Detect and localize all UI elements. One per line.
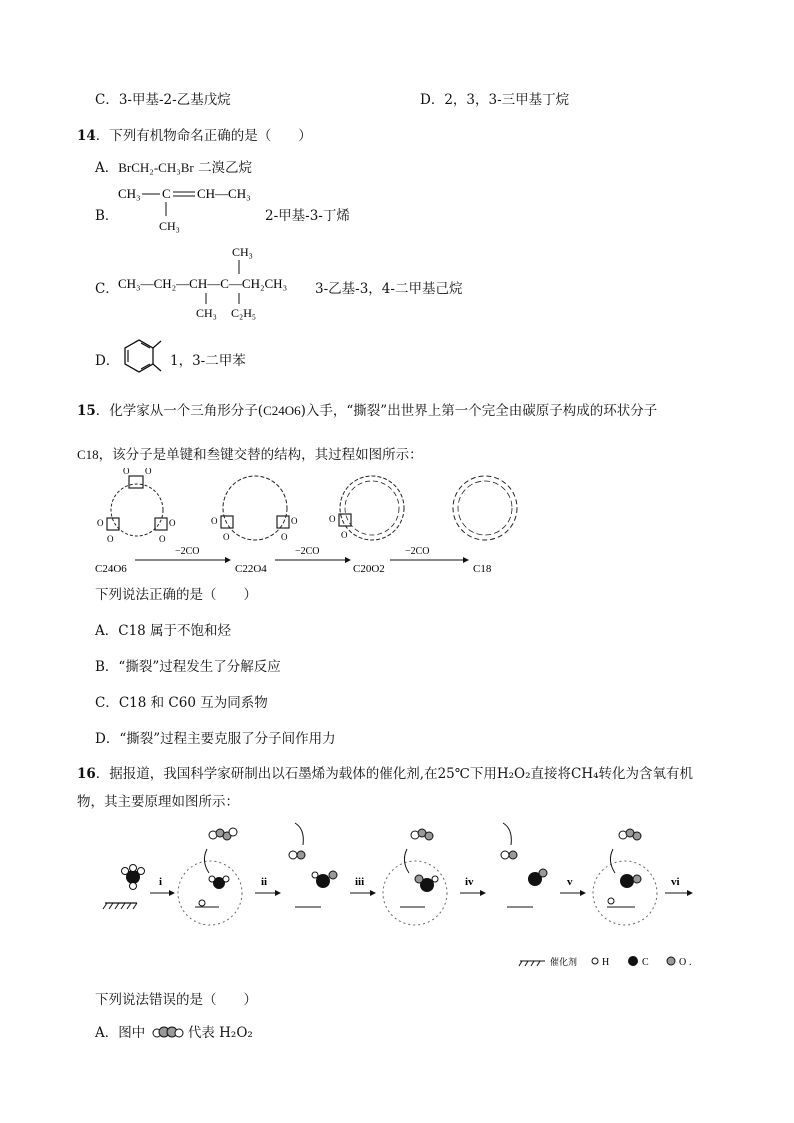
q15-option-c: C．C18 和 C60 互为同系物 bbox=[95, 695, 268, 711]
q14-option-c-label: C． bbox=[95, 281, 119, 297]
oxygen-atom-icon bbox=[667, 957, 675, 965]
svg-text:O: O bbox=[291, 516, 298, 526]
step-label-c22o4: C22O4 bbox=[235, 563, 267, 575]
q14-option-b-label: B． bbox=[95, 208, 119, 224]
q16-stem-line1 bbox=[77, 762, 693, 782]
q15-option-a: A．C18 属于不饱和烃 bbox=[95, 623, 232, 639]
q15-stem-line1 bbox=[77, 399, 657, 419]
molecule-c18 bbox=[453, 476, 517, 540]
q14-option-b-name: 2-甲基-3-丁烯 bbox=[265, 208, 350, 224]
q14-option-a-label: A． bbox=[95, 160, 119, 176]
q14-option-d-name: 1，3-二甲苯 bbox=[170, 353, 246, 369]
q14-number: 14 bbox=[77, 128, 96, 144]
molecule-c24o6 bbox=[97, 468, 176, 544]
stage-0 bbox=[103, 865, 145, 910]
q16-option-a-suffix: 代表 H₂O₂ bbox=[187, 1025, 253, 1041]
svg-text:O: O bbox=[123, 468, 130, 476]
q14-option-c-structure bbox=[115, 242, 315, 322]
q15-stem-line2-text: ，该分子是单键和叁键交替的结构，其过程如图所示： bbox=[98, 447, 423, 463]
legend-h: H bbox=[602, 957, 610, 968]
q14-b-ch3-left: CH₃ bbox=[118, 186, 141, 201]
q15-sub-stem: 下列说法正确的是（ ） bbox=[95, 587, 257, 603]
q15-reaction-diagram bbox=[95, 468, 525, 578]
q15-formula-c24o6: C24O6 bbox=[263, 403, 301, 418]
q16-mechanism-diagram bbox=[95, 815, 735, 980]
q15-option-d: D．“撕裂”过程主要克服了分子间作用力 bbox=[95, 731, 336, 747]
q16-option-a bbox=[95, 1021, 253, 1041]
q14-c-sub-c2h5: C₂H₅ bbox=[231, 306, 257, 320]
step-v: v bbox=[567, 876, 573, 888]
q14-option-d-label: D． bbox=[95, 353, 120, 369]
q14-b-ch3-bottom: CH₃ bbox=[159, 219, 180, 233]
q14-option-c-name: 3-乙基-3，4-二甲基己烷 bbox=[315, 281, 463, 297]
q14-option-a-name: 二溴乙烷 bbox=[198, 160, 253, 176]
q14-option-a-formula: BrCH₂-CH₃Br bbox=[118, 160, 194, 175]
svg-text:O: O bbox=[329, 514, 336, 524]
carbon-atom-icon bbox=[628, 956, 638, 966]
svg-text:O: O bbox=[211, 516, 218, 526]
arrow-label-3: −2CO bbox=[405, 546, 430, 557]
arrow-label-2: −2CO bbox=[295, 546, 320, 557]
svg-text:O: O bbox=[159, 534, 166, 544]
stage-5 bbox=[593, 829, 657, 925]
molecule-c20o2 bbox=[329, 476, 404, 540]
q13-option-c: C．3-甲基-2-乙基戊烷 bbox=[95, 92, 231, 108]
stage-3 bbox=[383, 829, 447, 925]
q16-option-a-prefix: A．图中 bbox=[95, 1025, 146, 1041]
svg-text:O: O bbox=[145, 468, 152, 476]
step-label-c18: C18 bbox=[473, 563, 492, 575]
stage-1 bbox=[178, 828, 242, 925]
benzene-ring-icon bbox=[115, 328, 165, 384]
step-label-c24o6: C24O6 bbox=[95, 563, 127, 575]
svg-text:O: O bbox=[281, 532, 288, 542]
q14-c-main-chain: CH₃—CH₂—CH—C—CH₂CH₃ bbox=[118, 276, 288, 291]
q15-stem-part1: ．化学家从一个三角形分子( bbox=[95, 403, 264, 419]
molecule-c22o4 bbox=[211, 476, 298, 542]
step-iii: iii bbox=[355, 876, 365, 888]
svg-text:O: O bbox=[169, 518, 176, 528]
legend-c: C bbox=[642, 957, 649, 968]
q14-b-right: CH—CH₃ bbox=[197, 186, 251, 201]
q14-c-sub-ch3: CH₃ bbox=[196, 306, 217, 320]
q14-option-a bbox=[95, 156, 252, 176]
q16-number: 16 bbox=[77, 766, 96, 782]
step-iv: iv bbox=[465, 876, 474, 888]
hydrogen-atom-icon bbox=[592, 958, 598, 964]
svg-text:O: O bbox=[97, 518, 104, 528]
q14-stem-text: ．下列有机物命名正确的是（ ） bbox=[95, 128, 312, 144]
stage-4 bbox=[501, 823, 547, 907]
q16-sub-stem: 下列说法错误的是（ ） bbox=[95, 992, 257, 1008]
svg-text:.: . bbox=[689, 957, 692, 968]
q14-option-b-structure bbox=[115, 180, 265, 236]
q14-c-top-ch3: CH₃ bbox=[232, 245, 253, 259]
legend-catalyst: 催化剂 bbox=[550, 957, 578, 967]
svg-text:O: O bbox=[223, 532, 230, 542]
q15-stem-part2: )入手，“撕裂”出世界上第一个完全由碳原子构成的环状分子 bbox=[300, 403, 658, 419]
q15-option-b: B．“撕裂”过程发生了分解反应 bbox=[95, 659, 281, 675]
step-ii: ii bbox=[261, 876, 268, 888]
q15-formula-c18: C18 bbox=[77, 447, 99, 462]
q16-stem-text-1: ．据报道，我国科学家研制出以石墨烯为载体的催化剂,在25℃下用H₂O₂直接将CH₄转化为含氧有机 bbox=[95, 766, 694, 782]
svg-text:O: O bbox=[107, 534, 114, 544]
step-vi: vi bbox=[671, 876, 680, 888]
arrow-label-1: −2CO bbox=[175, 546, 200, 557]
q16-legend bbox=[519, 956, 692, 968]
step-label-c20o2: C20O2 bbox=[353, 563, 385, 575]
legend-o: O bbox=[679, 957, 687, 968]
step-i: i bbox=[159, 876, 163, 888]
svg-text:O: O bbox=[341, 530, 348, 540]
q14-stem bbox=[77, 124, 312, 144]
q16-stem-line2: 物，其主要原理如图所示： bbox=[77, 794, 239, 810]
h2o2-molecule-icon bbox=[150, 1024, 184, 1040]
q14-b-c: C bbox=[162, 186, 171, 201]
q13-option-d: D．2，3，3-三甲基丁烷 bbox=[420, 92, 570, 108]
q15-number: 15 bbox=[77, 403, 96, 419]
stage-2 bbox=[289, 823, 337, 907]
q15-stem-line2 bbox=[77, 443, 423, 463]
